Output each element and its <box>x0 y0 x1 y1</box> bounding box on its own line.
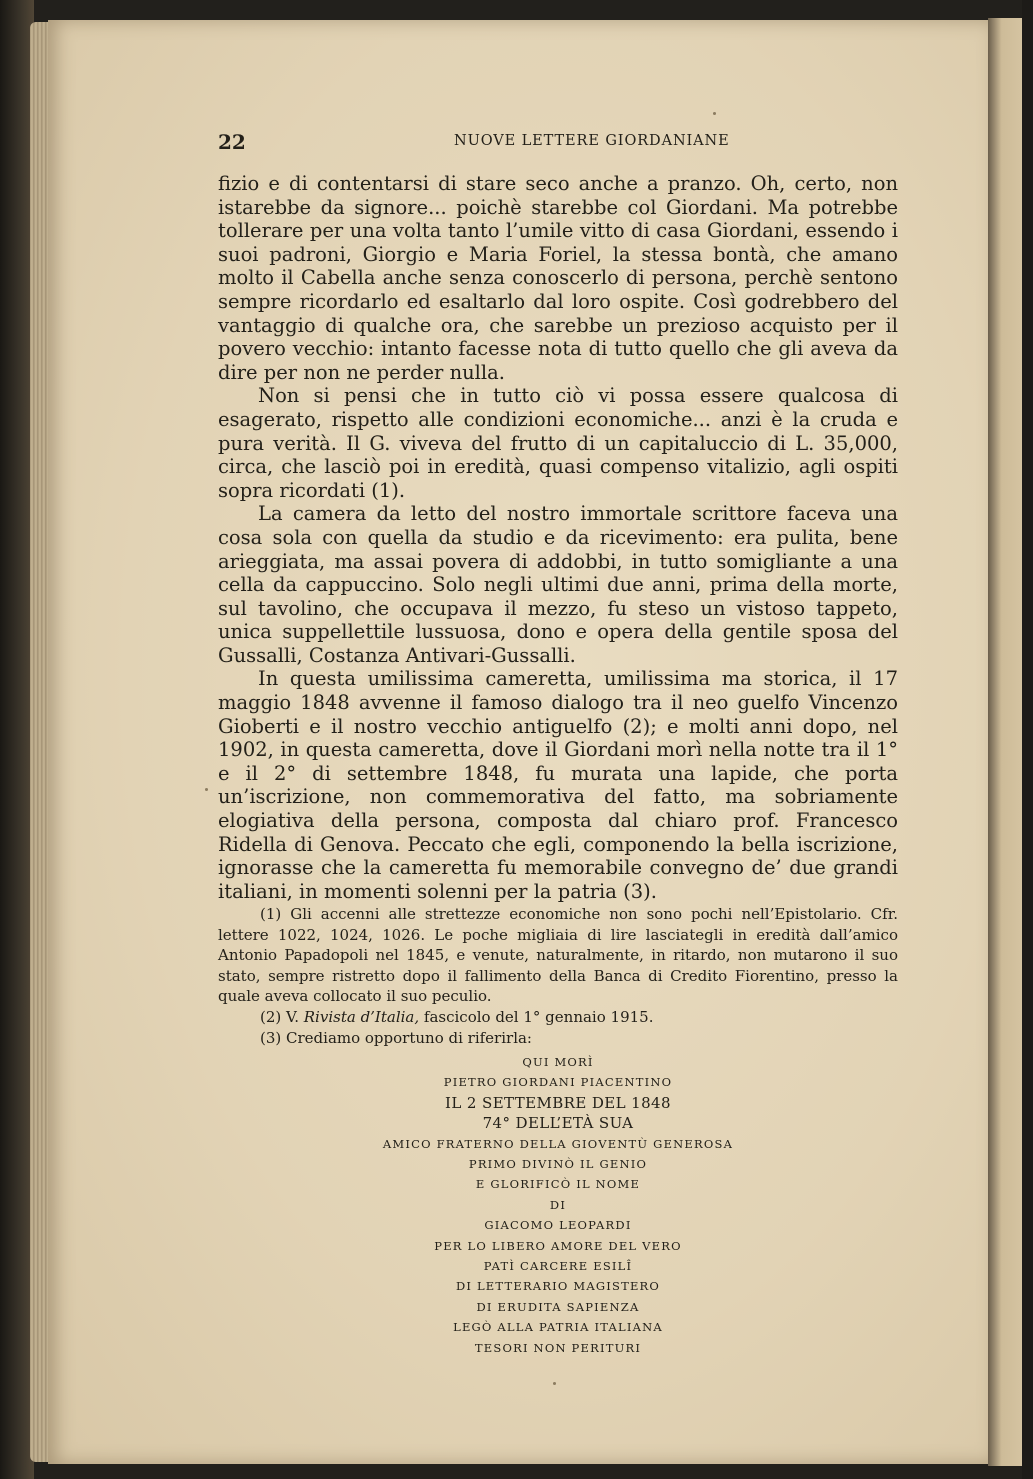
body-text <box>218 172 898 903</box>
epitaph-line: E GLORIFICÒ IL NOME <box>475 1177 641 1192</box>
page-header <box>218 130 898 154</box>
epitaph-line: PIETRO GIORDANI PIACENTINO <box>443 1075 673 1090</box>
epitaph-line: DI LETTERARIO MAGISTERO <box>455 1279 661 1294</box>
epitaph-line: PATÌ CARCERE ESILÎ <box>483 1259 633 1274</box>
footnote-3: (3) Crediamo opportuno di riferirla: <box>260 1028 532 1047</box>
epitaph-inscription <box>218 1052 898 1358</box>
footnote-1: (1) Gli accenni alle strettezze economiche non sono pochi nell’Epistolario. Cfr. lettere 1022, 1024, 1026. Le poche migliaia di lire lasciategli in eredità dall’amico Antonio Papadopoli nel 1845, e venute, naturalmente, in ritardo, non mutarono il suo stato, sempre ristretto dopo il fallimento della Banca di Credito Fiorentino, presso la quale aveva collocato il suo peculio. <box>218 905 898 1006</box>
epitaph-line: DI ERUDITA SAPIENZA <box>476 1299 640 1314</box>
epitaph-line: LEGÒ ALLA PATRIA ITALIANA <box>453 1320 663 1335</box>
footnote-2-title: Rivista d’Italia, <box>303 1007 420 1026</box>
epitaph-line: GIACOMO LEOPARDI <box>484 1218 632 1233</box>
running-head: NUOVE LETTERE GIORDANIANE <box>454 133 730 149</box>
epitaph-line: QUI MORÌ <box>522 1055 594 1069</box>
scan-border <box>1022 0 1033 1479</box>
footnote-2-suffix: fascicolo del 1° gennaio 1915. <box>419 1007 654 1026</box>
epitaph-line: AMICO FRATERNO DELLA GIOVENTÙ GENEROSA <box>382 1136 734 1151</box>
page-number: 22 <box>218 130 246 154</box>
paper-speck <box>713 112 716 115</box>
footnote-2-prefix: (2) V. <box>260 1007 304 1026</box>
paragraph: fizio e di contentarsi di stare seco anche a pranzo. Oh, certo, non istarebbe da signore... poichè starebbe col Giordani. Ma potrebbe tollerare per una volta tanto l’umile vitto di casa Giordani, essendo i suoi padroni, Giorgio e Maria Foriel, la stessa bontà, che amano molto il Cabella anche senza conoscerlo di persona, perchè sentono sempre ricordarlo ed esaltarlo dal loro ospite. Così godrebbero del vantaggio di qualche ora, che sarebbe un prezioso acquisto per il povero vecchio: intanto facesse nota di tutto quello che gli aveva da dire per non ne perder nulla. <box>218 172 898 384</box>
epitaph-line: IL 2 SETTEMBRE DEL 1848 <box>445 1093 671 1112</box>
footnote-2 <box>218 1007 898 1028</box>
paragraph: Non si pensi che in tutto ciò vi possa essere qualcosa di esagerato, rispetto alle condizioni economiche... anzi è la cruda e pura verità. Il G. viveva del frutto di un capitaluccio di L. 35,000, circa, che lasciò poi in eredità, quasi compenso vitalizio, agli ospiti sopra ricordati (1). <box>218 384 898 502</box>
paper-speck <box>205 788 208 791</box>
epitaph-line: DI <box>549 1197 567 1212</box>
epitaph-line: TESORI NON PERITURI <box>474 1340 642 1355</box>
paragraph: La camera da letto del nostro immortale scrittore faceva una cosa sola con quella da studio e da ricevimento: era pulita, bene arieggiata, ma assai povera di addobbi, in tutto somigliante a una cella da cappuccino. Solo negli ultimi due anni, prima della morte, sul tavolino, che occupava il mezzo, fu steso un vistoso tappeto, unica suppellettile lussuosa, dono e opera della gentile sposa del Gussalli, Costanza Antivari-Gussalli. <box>218 502 898 667</box>
epitaph-line: PER LO LIBERO AMORE DEL VERO <box>434 1238 682 1253</box>
paragraph: In questa umilissima cameretta, umilissima ma storica, il 17 maggio 1848 avvenne il famoso dialogo tra il neo guelfo Vincenzo Gioberti e il nostro vecchio antiguelfo (2); e molti anni dopo, nel 1902, in questa cameretta, dove il Giordani morì nella notte tra il 1° e il 2° di settembre 1848, fu murata una lapide, che porta un’iscrizione, non commemorativa del fatto, ma sobriamente elogiativa della persona, composta dal chiaro prof. Francesco Ridella di Genova. Peccato che egli, componendo la bella iscrizione, ignorasse che la cameretta fu memorabile convegno de’ due grandi italiani, in momenti solenni per la patria (3). <box>218 667 898 903</box>
book-spine <box>0 0 34 1479</box>
epitaph-line: 74° DELL’ETÀ SUA <box>482 1114 634 1133</box>
epitaph-line: PRIMO DIVINÒ IL GENIO <box>468 1157 648 1172</box>
paper-speck <box>553 1382 556 1385</box>
footnotes <box>218 904 898 1048</box>
